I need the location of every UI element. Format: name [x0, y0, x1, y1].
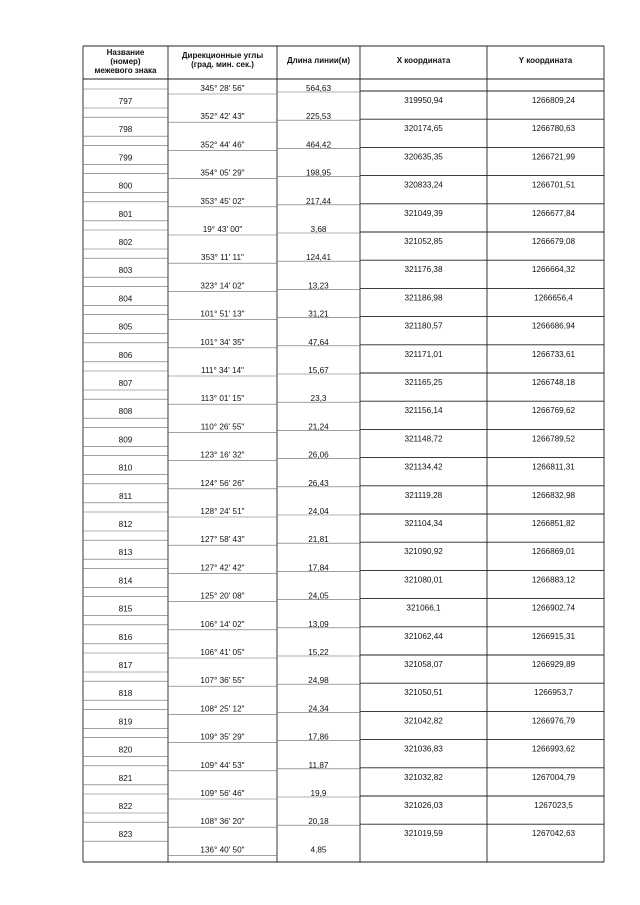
y-coordinate: 1266780,63: [531, 124, 576, 134]
line-length: 47,64: [308, 337, 329, 347]
y-coordinate: 1266789,52: [531, 434, 576, 444]
x-coordinate: 321171,01: [404, 349, 443, 359]
direction-angle: 345° 28' 56": [200, 84, 245, 93]
x-coordinate: 321058,07: [404, 660, 443, 669]
point-name: 818: [118, 689, 133, 699]
direction-angle: 109° 35' 29": [200, 732, 245, 742]
direction-angle: 323° 14' 02": [200, 281, 245, 291]
x-coordinate: 321052,85: [404, 237, 443, 246]
direction-angle: 109° 44' 53": [200, 760, 245, 770]
table-body: [119, 84, 576, 854]
x-coordinate: 321119,28: [404, 490, 443, 500]
y-coordinate: 1266869,01: [531, 547, 576, 557]
line-length: 11,87: [308, 760, 329, 770]
point-name: 805: [118, 322, 133, 332]
x-coordinate: 321186,98: [404, 293, 443, 303]
line-length: 26,43: [308, 478, 329, 488]
y-coordinate: 1267004,79: [531, 772, 576, 782]
header-x: X координата: [396, 56, 451, 65]
header-name: межевого знака: [94, 66, 157, 75]
x-coordinate: 321050,51: [404, 688, 443, 698]
y-coordinate: 1266851,82: [531, 519, 576, 528]
y-coordinate: 1266902,74: [531, 603, 576, 613]
line-length: 464,42: [305, 140, 332, 150]
point-name: 803: [118, 266, 133, 276]
direction-angle: 353° 45' 02": [200, 196, 245, 206]
direction-angle: 106° 41' 05": [200, 648, 245, 657]
x-coordinate: 320635,35: [404, 152, 443, 162]
line-length: 21,24: [308, 422, 329, 432]
line-length: 24,04: [308, 507, 329, 516]
point-name: 811: [118, 491, 133, 501]
point-name: 810: [118, 463, 133, 473]
direction-angle: 108° 36' 20": [200, 817, 245, 827]
direction-angle: 113° 01' 15": [200, 394, 245, 404]
direction-angle: 353° 11' 11": [201, 253, 244, 263]
y-coordinate: 1266929,89: [531, 660, 576, 669]
x-coordinate: 321049,39: [404, 208, 443, 218]
line-length: 13,09: [308, 619, 329, 629]
x-coordinate: 321080,01: [404, 575, 443, 585]
direction-angle: 101° 51' 13": [200, 309, 245, 319]
direction-angle: 128° 24' 51": [200, 507, 245, 516]
direction-angle: 110° 26' 55": [200, 422, 245, 432]
x-coordinate: 321019,59: [404, 829, 443, 839]
direction-angle: 107° 36' 55": [200, 676, 245, 686]
y-coordinate: 1266953,7: [534, 688, 573, 698]
line-length: 15,67: [308, 366, 329, 375]
point-name: 807: [118, 379, 133, 388]
point-name: 815: [118, 604, 133, 614]
point-name: 823: [118, 830, 133, 840]
y-coordinate: 1266809,24: [531, 96, 576, 105]
point-name: 798: [118, 125, 133, 135]
x-coordinate: 319950,94: [404, 96, 443, 105]
line-length: 31,21: [308, 309, 329, 319]
x-coordinate: 321156,14: [404, 406, 443, 416]
y-coordinate: 1267042,63: [531, 829, 576, 839]
direction-angle: 352° 44' 46": [200, 140, 245, 150]
point-name: 806: [118, 350, 133, 360]
y-coordinate: 1266748,18: [531, 378, 576, 387]
line-length: 21,81: [308, 535, 329, 545]
line-length: 4,85: [310, 845, 327, 855]
y-coordinate: 1266832,98: [531, 490, 576, 500]
header-y: Y координата: [518, 56, 573, 65]
direction-angle: 106° 14' 02": [200, 619, 245, 629]
y-coordinate: 1266769,62: [531, 406, 576, 416]
point-name: 817: [118, 661, 133, 670]
point-name: 802: [118, 238, 133, 247]
point-name: 808: [118, 407, 133, 417]
x-coordinate: 321042,82: [404, 716, 443, 726]
line-length: 24,34: [308, 704, 329, 714]
x-coordinate: 321036,83: [404, 744, 443, 754]
x-coordinate: 321180,57: [404, 321, 443, 331]
header-name: Название: [106, 48, 145, 57]
point-name: 821: [118, 773, 133, 783]
line-length: 19,9: [310, 789, 327, 798]
y-coordinate: 1266915,31: [531, 631, 576, 641]
line-length: 24,05: [308, 591, 329, 601]
direction-angle: 125° 20' 08": [200, 591, 245, 601]
direction-angle: 124° 56' 26": [200, 478, 245, 488]
direction-angle: 127° 42' 42": [200, 563, 245, 573]
line-length: 23,3: [310, 394, 327, 404]
x-coordinate: 321066,1: [406, 603, 441, 613]
y-coordinate: 1266664,32: [531, 265, 576, 275]
y-coordinate: 1266721,99: [531, 152, 576, 162]
point-name: 799: [118, 153, 133, 163]
header-name: (номер): [110, 57, 141, 66]
direction-angle: 19° 43' 00": [202, 225, 243, 234]
direction-angle: 111° 34' 14": [201, 366, 244, 375]
x-coordinate: 320833,24: [404, 180, 443, 190]
point-name: 804: [118, 294, 133, 304]
line-length: 17,84: [308, 563, 329, 573]
direction-angle: 127° 58' 43": [200, 535, 245, 545]
y-coordinate: 1267023,5: [534, 801, 573, 810]
point-name: 809: [118, 435, 133, 445]
x-coordinate: 321134,42: [404, 462, 443, 472]
y-coordinate: 1266686,94: [531, 321, 576, 331]
x-coordinate: 321165,25: [404, 378, 443, 387]
point-name: 812: [118, 520, 133, 529]
point-name: 819: [118, 717, 133, 727]
direction-angle: 136° 40' 50": [200, 845, 245, 855]
y-coordinate: 1266701,51: [531, 180, 576, 190]
x-coordinate: 321062,44: [404, 631, 443, 641]
table-header: [94, 48, 572, 75]
x-coordinate: 321090,92: [404, 547, 443, 557]
x-coordinate: 321148,72: [404, 434, 443, 444]
point-name: 800: [118, 181, 133, 191]
y-coordinate: 1266993,62: [531, 744, 576, 754]
direction-angle: 352° 42' 43": [200, 112, 245, 122]
header-length: Длина линии(м): [286, 56, 351, 65]
direction-angle: 123° 16' 32": [200, 450, 245, 460]
line-length: 564,63: [305, 84, 332, 93]
point-name: 822: [118, 802, 133, 811]
direction-angle: 354° 05' 29": [200, 168, 245, 178]
line-length: 225,53: [305, 112, 332, 122]
line-length: 26,06: [308, 450, 329, 460]
x-coordinate: 320174,65: [404, 124, 443, 134]
point-name: 820: [118, 745, 133, 755]
line-length: 13,23: [308, 281, 329, 291]
direction-angle: 108° 25' 12": [200, 704, 245, 714]
line-length: 17,86: [308, 732, 329, 742]
table-grid: [83, 46, 604, 862]
direction-angle: 109° 56' 46": [200, 789, 245, 798]
y-coordinate: 1266811,31: [532, 462, 575, 472]
x-coordinate: 321104,34: [404, 519, 443, 528]
header-angle: (град. мин. сек.): [191, 60, 254, 69]
y-coordinate: 1266733,61: [531, 349, 576, 359]
line-length: 20,18: [308, 817, 329, 827]
line-length: 15,22: [308, 648, 329, 657]
x-coordinate: 321026,03: [404, 801, 443, 810]
line-length: 24,98: [308, 676, 329, 686]
y-coordinate: 1266976,79: [531, 716, 576, 726]
line-length: 3,68: [310, 225, 327, 234]
y-coordinate: 1266677,84: [531, 208, 576, 218]
point-name: 797: [118, 97, 133, 106]
header-angle: Дирекционные углы: [181, 51, 264, 60]
line-length: 217,44: [305, 196, 332, 206]
y-coordinate: 1266656,4: [534, 293, 573, 303]
y-coordinate: 1266883,12: [531, 575, 576, 585]
point-name: 801: [118, 209, 133, 219]
point-name: 816: [118, 632, 133, 642]
line-length: 124,41: [305, 253, 332, 263]
point-name: 813: [118, 548, 133, 558]
x-coordinate: 321032,82: [404, 772, 443, 782]
y-coordinate: 1266679,08: [531, 237, 576, 246]
line-length: 198,95: [305, 168, 332, 178]
direction-angle: 101° 34' 35": [200, 337, 245, 347]
x-coordinate: 321176,38: [404, 265, 443, 275]
point-name: 814: [118, 576, 133, 586]
